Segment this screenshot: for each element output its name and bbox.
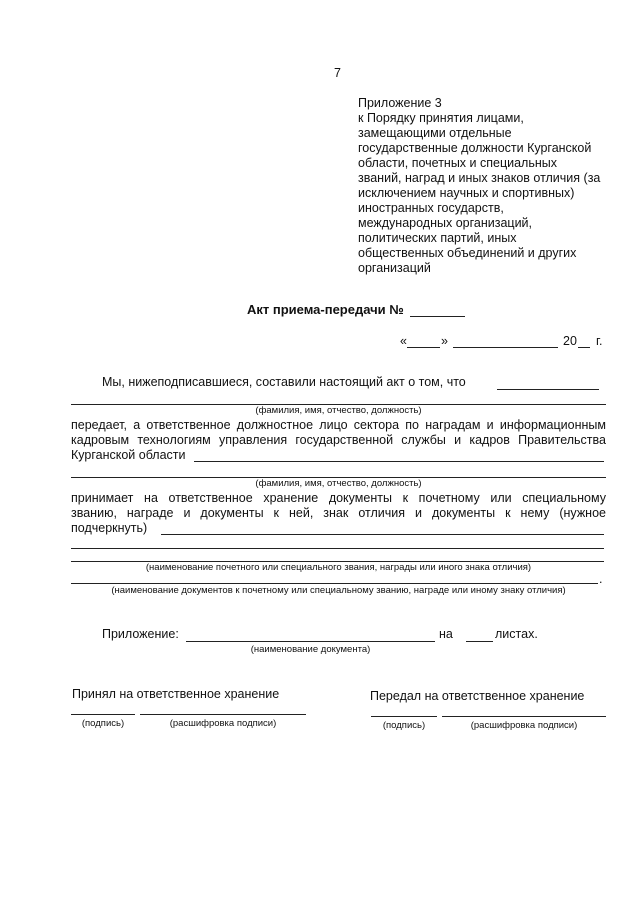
caption-person1: (фамилия, имя, отчество, должность) <box>255 405 422 416</box>
transferred-signature-caption: (подпись) <box>382 720 426 731</box>
received-decoding-caption: (расшифровка подписи) <box>169 718 277 729</box>
attachment-sheets: листах. <box>495 627 538 641</box>
date-close-quote: » <box>441 334 448 348</box>
date-year-prefix: 20 <box>563 334 577 348</box>
appendix-line: званий, наград и иных знаков отличия (за <box>358 171 601 185</box>
docs-field[interactable] <box>71 583 598 584</box>
caption-person2: (фамилия, имя, отчество, должность) <box>255 478 422 489</box>
transferred-decoding-caption: (расшифровка подписи) <box>470 720 578 731</box>
received-title: Принял на ответственное хранение <box>72 687 280 701</box>
intro-text: Мы, нижеподписавшиеся, составили настоящий акт о том, что <box>102 375 466 389</box>
caption-award: (наименование почетного или специального звания, награды или иного знака отличия) <box>145 562 532 573</box>
attachment-field[interactable] <box>186 641 435 642</box>
caption-docs: (наименование документов к почетному или специальному званию, награде или иному знаку отличия) <box>111 585 566 596</box>
accept-line3: подчеркнуть) <box>71 521 148 535</box>
appendix-line: исключением научных и спортивных) <box>358 186 575 200</box>
transfer-field[interactable] <box>194 461 604 462</box>
accept-field[interactable] <box>161 534 604 535</box>
appendix-line: международных организаций, <box>358 216 533 230</box>
date-month-field[interactable] <box>453 347 558 348</box>
appendix-title: Приложение 3 <box>358 96 442 110</box>
appendix-line: организаций <box>358 261 431 275</box>
received-signature-field[interactable] <box>71 714 135 715</box>
transfer-line1: передает, а ответственное должностное лицо сектора по наградам и информационным <box>71 418 606 432</box>
received-signature-caption: (подпись) <box>81 718 125 729</box>
act-number-field[interactable] <box>410 316 465 317</box>
date-year-field[interactable] <box>578 347 590 348</box>
transferred-decoding-field[interactable] <box>442 716 606 717</box>
act-title: Акт приема-передачи № <box>247 302 404 317</box>
appendix-line: иностранных государств, <box>358 201 504 215</box>
caption-attachment: (наименование документа) <box>250 644 371 655</box>
appendix-line: к Порядку принятия лицами, <box>358 111 524 125</box>
appendix-block <box>358 96 600 276</box>
transferred-title: Передал на ответственное хранение <box>370 689 585 703</box>
received-decoding-field[interactable] <box>140 714 306 715</box>
attachment-on: на <box>439 627 453 641</box>
transfer-line2: кадровым технологиям управления государственной службы и кадров Правительства <box>71 433 606 447</box>
appendix-line: общественных объединений и других <box>358 246 577 260</box>
appendix-line: государственные должности Курганской <box>358 141 592 155</box>
accept-line2: званию, награде и документы к ней, знак отличия и документы к нему (нужное <box>71 506 606 520</box>
page-number: 7 <box>334 66 341 80</box>
date-year-suffix: г. <box>596 334 603 348</box>
attachment-sheets-field[interactable] <box>466 641 493 642</box>
attachment-label: Приложение: <box>102 627 179 641</box>
transfer-line3: Курганской области <box>71 448 186 462</box>
date-day-field[interactable] <box>407 347 440 348</box>
transferred-signature-field[interactable] <box>371 716 437 717</box>
appendix-line: политических партий, иных <box>358 231 517 245</box>
appendix-line: области, почетных и специальных <box>358 156 557 170</box>
date-open-quote: « <box>400 334 407 348</box>
award-field-1[interactable] <box>71 548 604 549</box>
appendix-line: замещающими отдельные <box>358 126 512 140</box>
accept-line1: принимает на ответственное хранение документы к почетному или специальному <box>71 491 606 505</box>
docs-dot: . <box>599 572 603 586</box>
intro-field[interactable] <box>497 389 599 390</box>
